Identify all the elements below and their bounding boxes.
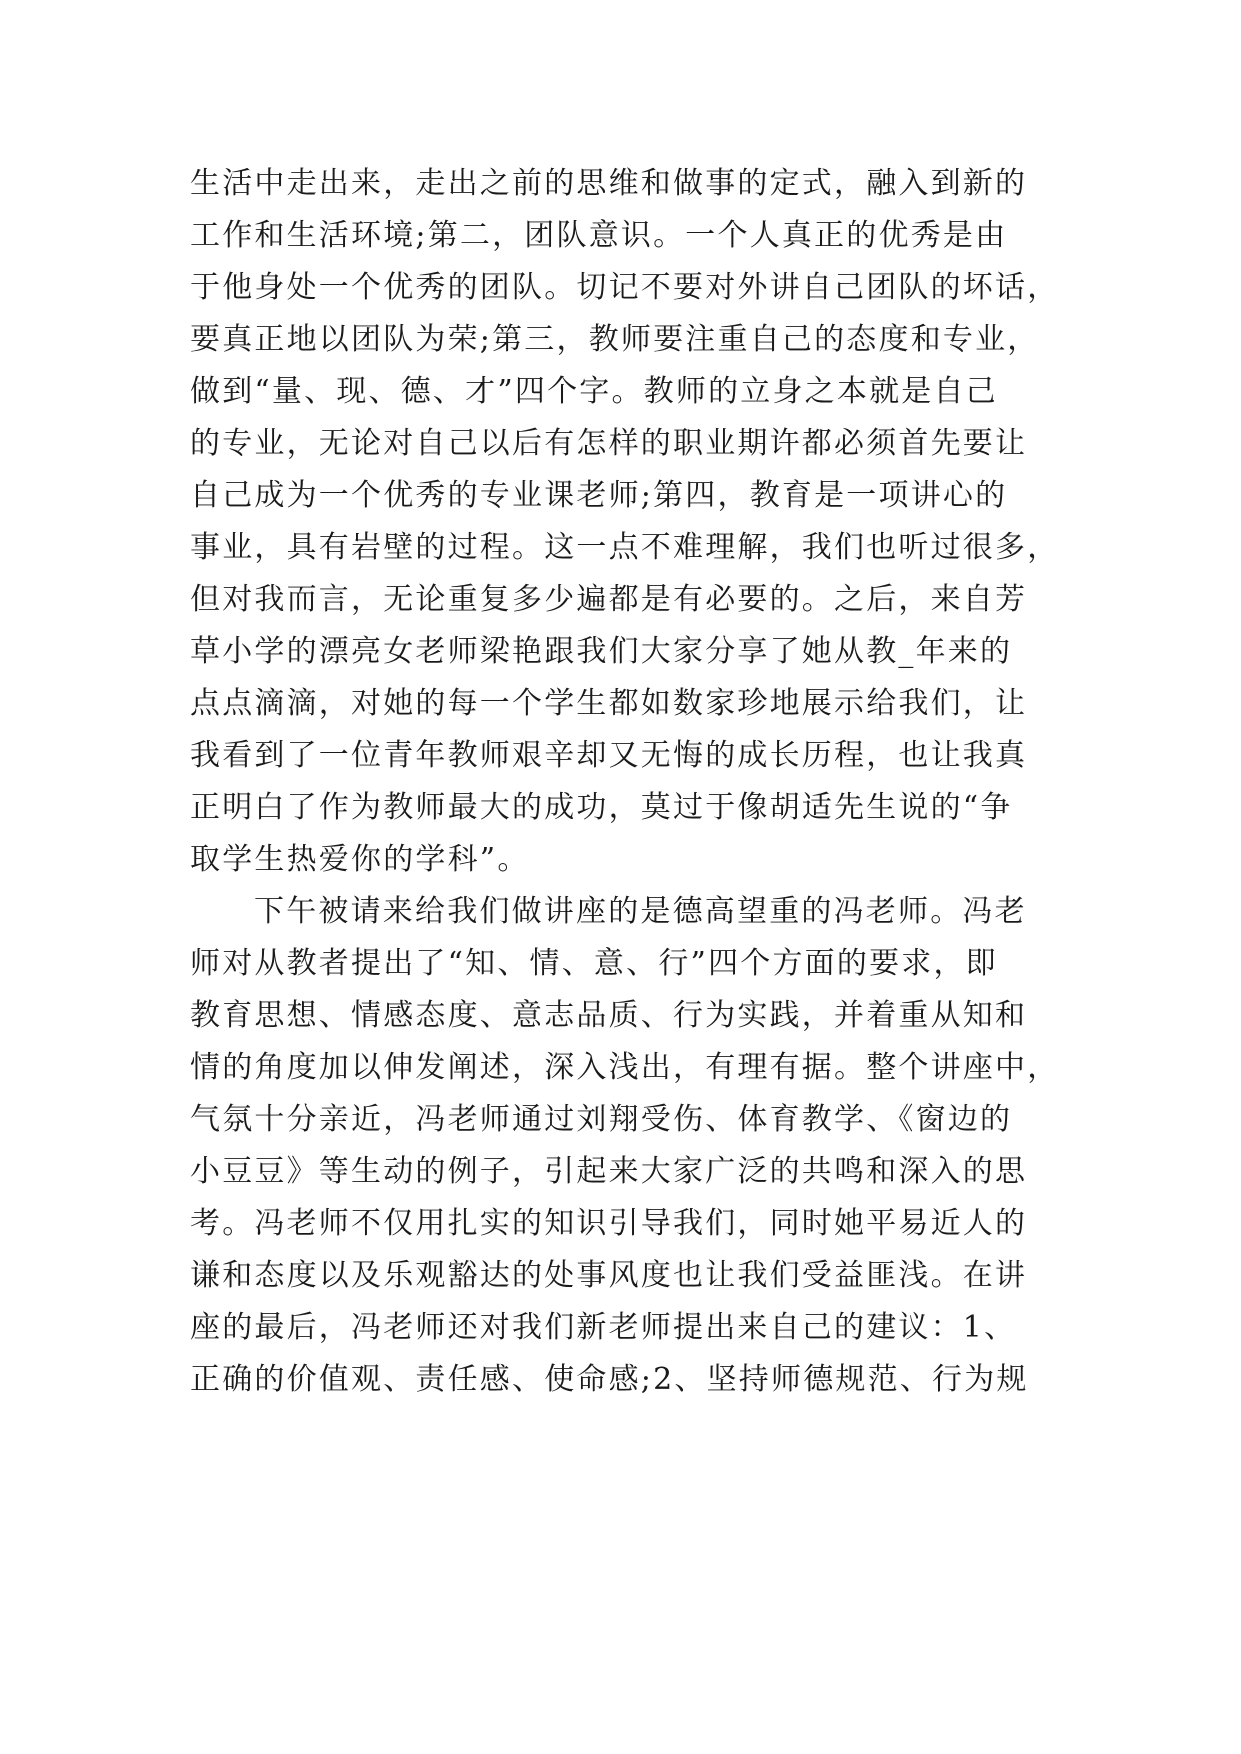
text-line: 正明白了作为教师最大的成功，莫过于像胡适先生说的“争	[190, 790, 1013, 825]
text-line: 教育思想、情感态度、意志品质、行为实践，并着重从知和	[190, 998, 1028, 1033]
text-line: 师对从教者提出了“知、情、意、行”四个方面的要求，即	[190, 946, 998, 981]
text-line: 我看到了一位青年教师艰辛却又无悔的成长历程，也让我真	[190, 738, 1028, 773]
text-line: 于他身处一个优秀的团队。切记不要对外讲自己团队的坏话，	[190, 270, 1060, 305]
text-line: 点点滴滴，对她的每一个学生都如数家珍地展示给我们，让	[190, 686, 1028, 721]
text-line: 的专业，无论对自己以后有怎样的职业期许都必须首先要让	[190, 426, 1028, 461]
body-text	[190, 158, 1070, 1406]
text-line: 工作和生活环境;第二，团队意识。一个人真正的优秀是由	[190, 218, 1008, 253]
text-line: 考。冯老师不仅用扎实的知识引导我们，同时她平易近人的	[190, 1206, 1028, 1241]
text-line: 生活中走出来，走出之前的思维和做事的定式，融入到新的	[190, 166, 1028, 201]
text-line: 但对我而言，无论重复多少遍都是有必要的。之后，来自芳	[190, 582, 1028, 617]
paragraph-first-line: 下午被请来给我们做讲座的是德高望重的冯老师。冯老	[254, 894, 1027, 929]
text-line: 气氛十分亲近，冯老师通过刘翔受伤、体育教学、《窗边的	[190, 1102, 1013, 1137]
text-line: 谦和态度以及乐观豁达的处事风度也让我们受益匪浅。在讲	[190, 1258, 1028, 1293]
text-line: 草小学的漂亮女老师梁艳跟我们大家分享了她从教_年来的	[190, 634, 1013, 669]
text-line: 情的角度加以伸发阐述，深入浅出，有理有据。整个讲座中，	[190, 1050, 1060, 1085]
text-line: 事业，具有岩壁的过程。这一点不难理解，我们也听过很多，	[190, 530, 1060, 565]
text-line: 正确的价值观、责任感、使命感;2、坚持师德规范、行为规	[190, 1362, 1029, 1397]
text-line: 要真正地以团队为荣;第三，教师要注重自己的态度和专业，	[190, 322, 1040, 357]
text-line: 取学生热爱你的学科”。	[190, 842, 530, 877]
text-line: 做到“量、现、德、才”四个字。教师的立身之本就是自己	[190, 374, 998, 409]
text-line: 自己成为一个优秀的专业课老师;第四，教育是一项讲心的	[190, 478, 1008, 513]
text-line: 小豆豆》等生动的例子，引起来大家广泛的共鸣和深入的思	[190, 1154, 1028, 1189]
text-line: 座的最后，冯老师还对我们新老师提出来自己的建议：1、	[190, 1310, 1017, 1345]
